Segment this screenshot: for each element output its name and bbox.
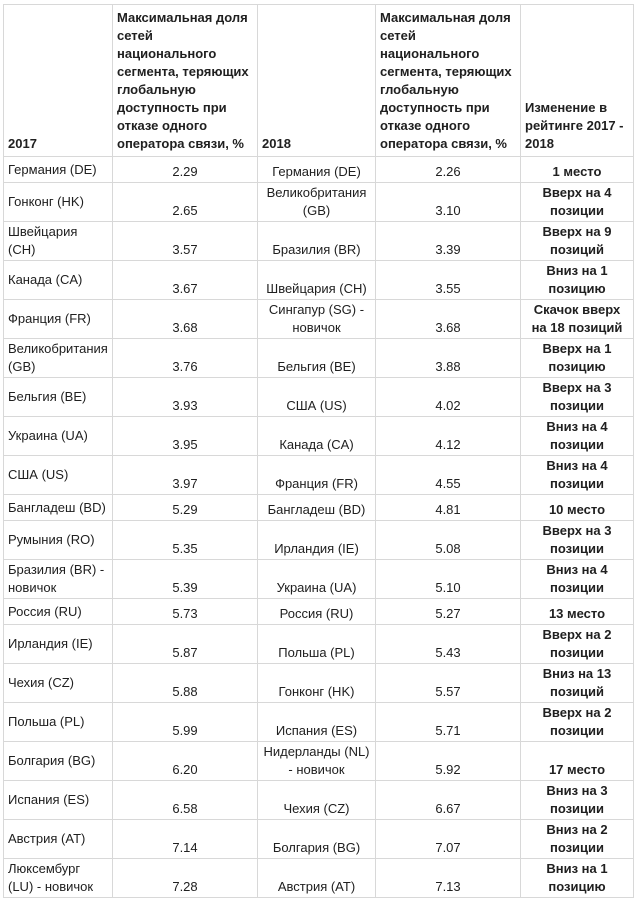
rank-change: Вверх на 9 позиций [521, 222, 634, 261]
header-share-2017: Максимальная доля сетей национального сегмента, теряющих глобальную доступность при отказе одного оператора связи, % [113, 5, 258, 157]
country-2017: Бангладеш (BD) [4, 495, 113, 521]
country-2018: Ирландия (IE) [258, 521, 376, 560]
country-2017: Ирландия (IE) [4, 625, 113, 664]
share-2018: 5.43 [376, 625, 521, 664]
country-2018: Болгария (BG) [258, 820, 376, 859]
share-2018: 5.10 [376, 560, 521, 599]
share-2018: 5.08 [376, 521, 521, 560]
share-2018: 3.39 [376, 222, 521, 261]
share-2017: 3.57 [113, 222, 258, 261]
share-2017: 3.97 [113, 456, 258, 495]
rank-change: Вверх на 3 позиции [521, 521, 634, 560]
share-2017: 2.29 [113, 157, 258, 183]
share-2018: 3.55 [376, 261, 521, 300]
share-2018: 5.57 [376, 664, 521, 703]
country-2017: Украина (UA) [4, 417, 113, 456]
country-2017: Польша (PL) [4, 703, 113, 742]
country-2017: Румыния (RO) [4, 521, 113, 560]
share-2018: 7.07 [376, 820, 521, 859]
table-row [4, 183, 634, 222]
country-2017: Швейцария (CH) [4, 222, 113, 261]
rank-change: Вверх на 2 позиции [521, 625, 634, 664]
share-2017: 3.76 [113, 339, 258, 378]
share-2017: 5.99 [113, 703, 258, 742]
rank-change: Вниз на 4 позиции [521, 456, 634, 495]
share-2018: 4.02 [376, 378, 521, 417]
country-2018: Бангладеш (BD) [258, 495, 376, 521]
rank-change: Вниз на 1 позицию [521, 859, 634, 898]
share-2018: 7.13 [376, 859, 521, 898]
country-2017: США (US) [4, 456, 113, 495]
rank-change: Вниз на 4 позиции [521, 417, 634, 456]
table-row [4, 859, 634, 898]
share-2017: 5.35 [113, 521, 258, 560]
country-2018: Великобритания (GB) [258, 183, 376, 222]
share-2017: 5.88 [113, 664, 258, 703]
share-2017: 7.28 [113, 859, 258, 898]
country-2018: Швейцария (CH) [258, 261, 376, 300]
header-2018: 2018 [258, 5, 376, 157]
table-row [4, 261, 634, 300]
share-2017: 2.65 [113, 183, 258, 222]
table-row [4, 339, 634, 378]
country-2018: Канада (CA) [258, 417, 376, 456]
share-2017: 6.20 [113, 742, 258, 781]
share-2017: 3.68 [113, 300, 258, 339]
table-row [4, 742, 634, 781]
share-2018: 5.92 [376, 742, 521, 781]
country-2017: Канада (CA) [4, 261, 113, 300]
country-2017: Австрия (AT) [4, 820, 113, 859]
rank-change: Вниз на 2 позиции [521, 820, 634, 859]
country-2018: Австрия (AT) [258, 859, 376, 898]
rank-change: Вниз на 4 позиции [521, 560, 634, 599]
country-2018: Бразилия (BR) [258, 222, 376, 261]
rank-change: Скачок вверх на 18 позиций [521, 300, 634, 339]
country-2017: Люксембург (LU) - новичок [4, 859, 113, 898]
rank-change: Вверх на 4 позиции [521, 183, 634, 222]
country-2018: Россия (RU) [258, 599, 376, 625]
share-2018: 5.27 [376, 599, 521, 625]
header-row [4, 5, 634, 157]
share-2018: 3.68 [376, 300, 521, 339]
header-share-2018: Максимальная доля сетей национального сегмента, теряющих глобальную доступность при отказе одного оператора связи, % [376, 5, 521, 157]
table-row [4, 417, 634, 456]
country-2017: Германия (DE) [4, 157, 113, 183]
rank-change: 10 место [521, 495, 634, 521]
share-2017: 5.87 [113, 625, 258, 664]
table-row [4, 521, 634, 560]
country-2018: Нидерланды (NL) - новичок [258, 742, 376, 781]
rank-change: 13 место [521, 599, 634, 625]
country-2017: Испания (ES) [4, 781, 113, 820]
share-2018: 4.55 [376, 456, 521, 495]
country-2018: Чехия (CZ) [258, 781, 376, 820]
country-2017: Чехия (CZ) [4, 664, 113, 703]
rank-change: Вниз на 3 позиции [521, 781, 634, 820]
table-row [4, 664, 634, 703]
share-2017: 3.95 [113, 417, 258, 456]
country-2018: Испания (ES) [258, 703, 376, 742]
share-2018: 4.81 [376, 495, 521, 521]
table-row [4, 378, 634, 417]
table-row [4, 781, 634, 820]
rank-change: 17 место [521, 742, 634, 781]
share-2017: 5.73 [113, 599, 258, 625]
rank-change: 1 место [521, 157, 634, 183]
table-row [4, 300, 634, 339]
rating-table [3, 4, 634, 898]
rank-change: Вниз на 13 позиций [521, 664, 634, 703]
table-row [4, 222, 634, 261]
rank-change: Вниз на 1 позицию [521, 261, 634, 300]
share-2018: 5.71 [376, 703, 521, 742]
share-2018: 6.67 [376, 781, 521, 820]
share-2017: 7.14 [113, 820, 258, 859]
country-2018: Польша (PL) [258, 625, 376, 664]
table-row [4, 157, 634, 183]
rank-change: Вверх на 3 позиции [521, 378, 634, 417]
share-2018: 4.12 [376, 417, 521, 456]
country-2018: Сингапур (SG) - новичок [258, 300, 376, 339]
share-2018: 2.26 [376, 157, 521, 183]
share-2018: 3.10 [376, 183, 521, 222]
share-2017: 3.67 [113, 261, 258, 300]
table-row [4, 599, 634, 625]
country-2017: Болгария (BG) [4, 742, 113, 781]
country-2017: Россия (RU) [4, 599, 113, 625]
country-2018: США (US) [258, 378, 376, 417]
table-row [4, 625, 634, 664]
share-2017: 5.29 [113, 495, 258, 521]
country-2017: Франция (FR) [4, 300, 113, 339]
table-body [4, 157, 634, 898]
country-2018: Гонконг (HK) [258, 664, 376, 703]
rank-change: Вверх на 1 позицию [521, 339, 634, 378]
country-2017: Гонконг (HK) [4, 183, 113, 222]
share-2017: 3.93 [113, 378, 258, 417]
table-row [4, 560, 634, 599]
table-row [4, 820, 634, 859]
country-2018: Франция (FR) [258, 456, 376, 495]
country-2017: Великобритания (GB) [4, 339, 113, 378]
table-row [4, 495, 634, 521]
country-2018: Бельгия (BE) [258, 339, 376, 378]
rank-change: Вверх на 2 позиции [521, 703, 634, 742]
table-row [4, 456, 634, 495]
country-2018: Германия (DE) [258, 157, 376, 183]
country-2017: Бразилия (BR) - новичок [4, 560, 113, 599]
header-2017: 2017 [4, 5, 113, 157]
share-2017: 6.58 [113, 781, 258, 820]
share-2017: 5.39 [113, 560, 258, 599]
share-2018: 3.88 [376, 339, 521, 378]
country-2018: Украина (UA) [258, 560, 376, 599]
table-row [4, 703, 634, 742]
header-change: Изменение в рейтинге 2017 - 2018 [521, 5, 634, 157]
country-2017: Бельгия (BE) [4, 378, 113, 417]
